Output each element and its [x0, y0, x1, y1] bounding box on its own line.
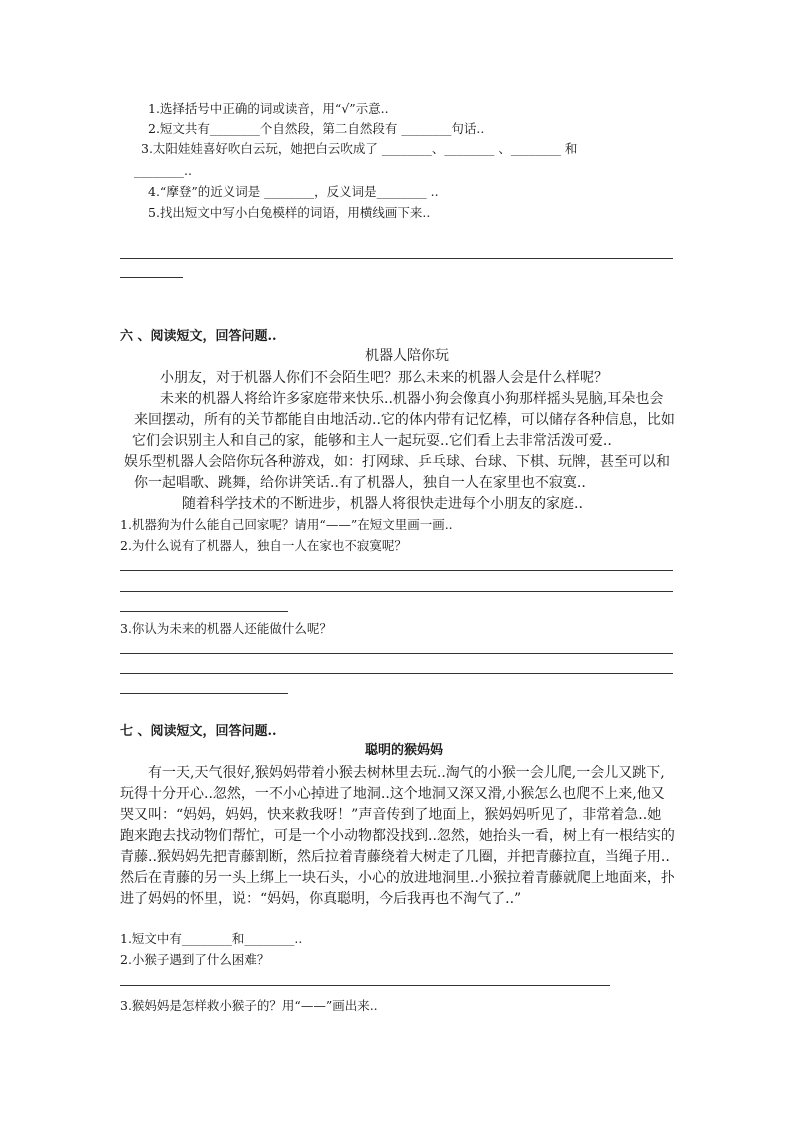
section-6-heading: 六 、阅读短文，回答问题.. [120, 329, 277, 344]
answer-line [120, 258, 673, 259]
passage-2-line: 然后在青藤的另一头上绑上一块石头，小心的放进地洞里..小猴拉着青藤就爬上地面来，扑 [120, 870, 675, 886]
passage-1-line: 未来的机器人将给许多家庭带来快乐..机器小狗会像真小狗那样摇头晃脑,耳朵也会 [160, 391, 664, 407]
passage-2-line: 有一天,天气很好,猴妈妈带着小猴去树林里去玩..淘气的小猴一会儿爬,一会儿又跳下, [148, 765, 665, 781]
answer-line [120, 653, 673, 654]
question-5-3-continued: ________.. [134, 163, 192, 178]
passage-2-line: 哭又叫：“妈妈，妈妈，快来救我呀！”声音传到了地面上，猴妈妈听见了，非常着急..她 [120, 807, 662, 823]
question-5-3: 3.太阳娃娃喜好吹白云玩，她把白云吹成了 ________、________ 、________ 和 [141, 141, 578, 156]
passage-2-line: 青藤..猴妈妈先把青藤割断，然后拉着青藤绕着大树走了几圈，并把青藤拉直，当绳子用.. [120, 849, 670, 865]
question-5-4: 4.“摩登”的近义词是 ________，反义词是________ .. [148, 184, 439, 199]
passage-2-line: 跑来跑去找动物们帮忙，可是一个小动物都没找到..忽然，她抬头一看，树上有一根结实的 [120, 828, 675, 844]
passage-2-line: 进了妈妈的怀里，说：“妈妈，你真聪明，今后我再也不淘气了..” [120, 891, 522, 907]
question-5-1: 1.选择括号中正确的词或读音，用“√”示意.. [148, 101, 389, 116]
passage-2-line: 玩得十分开心..忽然，一不小心掉进了地洞..这个地洞又深又滑,小猴怎么也爬不上来,他又 [120, 786, 665, 802]
passage-2-title: 聪明的猴妈妈 [365, 743, 444, 758]
passage-1-title: 机器人陪你玩 [365, 348, 449, 364]
answer-line-short [120, 277, 183, 278]
answer-line [120, 673, 673, 674]
question-7-3: 3.猴妈妈是怎样救小猴子的？用“——”画出来.. [120, 998, 378, 1013]
passage-1-line: 小朋友，对于机器人你们不会陌生吧？那么未来的机器人会是什么样呢？ [160, 370, 608, 386]
question-6-3: 3.你认为未来的机器人还能做什么呢？ [120, 621, 332, 636]
question-7-1: 1.短文中有________和________.. [120, 931, 303, 946]
question-7-2: 2.小猴子遇到了什么困难？ [120, 952, 270, 967]
answer-line-short [120, 693, 288, 694]
answer-line [120, 591, 673, 592]
passage-1-line: 它们会识别主人和自己的家，能够和主人一起玩耍..它们看上去非常活泼可爱.. [132, 433, 612, 449]
question-6-1: 1.机器狗为什么能自己回家呢？请用“——”在短文里画一画.. [120, 517, 453, 532]
question-5-2: 2.短文共有________个自然段，第二自然段有 ________句话.. [148, 121, 485, 136]
passage-1-line: 你一起唱歌、跳舞，给你讲笑话..有了机器人，独自一人在家里也不寂寞.. [134, 475, 586, 491]
section-7-heading: 七 、阅读短文，回答问题.. [120, 724, 277, 739]
answer-line-short [120, 611, 288, 612]
question-6-2: 2.为什么说有了机器人，独自一人在家也不寂寞呢？ [120, 538, 407, 553]
question-5-5: 5.找出短文中写小白兔模样的词语，用横线画下来.. [148, 205, 431, 220]
answer-line [120, 570, 673, 571]
passage-1-line: 娱乐型机器人会陪你玩各种游戏，如：打网球、乒乓球、台球、下棋、玩牌，甚至可以和 [124, 454, 670, 470]
passage-1-line: 来回摆动，所有的关节都能自由地活动..它的体内带有记忆棒，可以储存各种信息，比如 [134, 412, 675, 428]
passage-1-line: 随着科学技术的不断进步，机器人将很快走进每个小朋友的家庭.. [182, 496, 583, 512]
answer-line [120, 985, 610, 986]
